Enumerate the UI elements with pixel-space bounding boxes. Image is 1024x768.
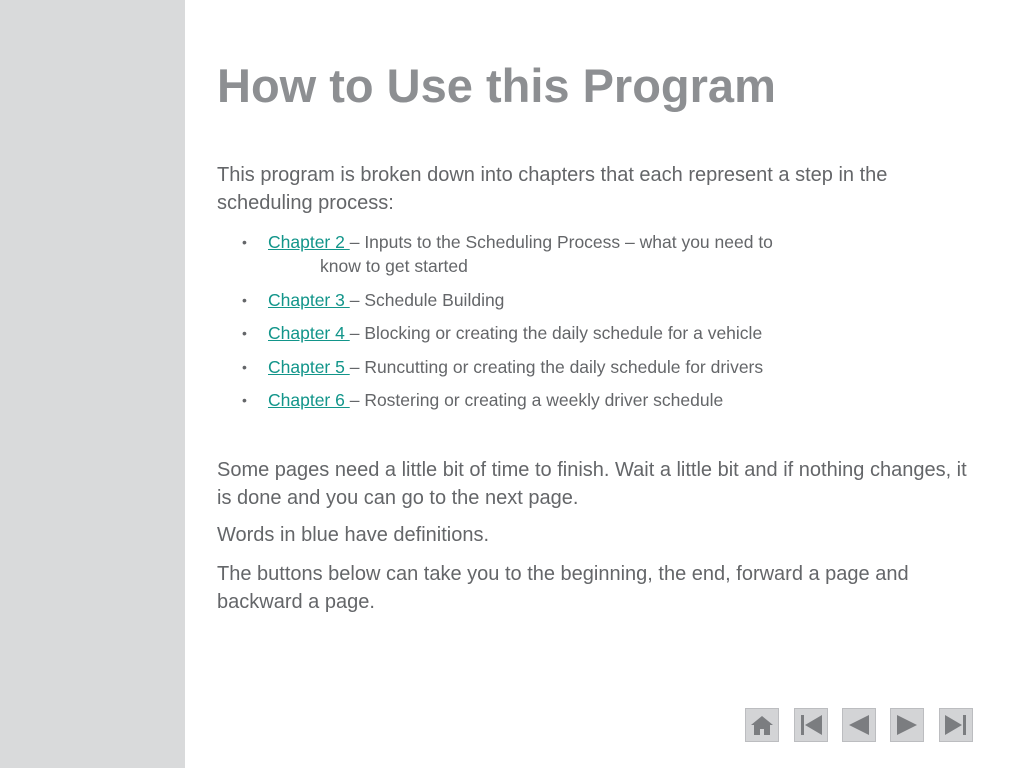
definitions-note: Words in blue have definitions.	[217, 524, 490, 546]
next-page-icon	[891, 709, 923, 741]
list-item-chapter-6	[240, 388, 860, 412]
previous-page-button[interactable]	[842, 708, 876, 742]
list-item-chapter-3	[240, 288, 860, 312]
bullet-icon: •	[242, 325, 247, 341]
list-item-chapter-4	[240, 321, 860, 345]
sidebar-panel	[0, 0, 185, 768]
next-page-button[interactable]	[890, 708, 924, 742]
first-page-button[interactable]	[794, 708, 828, 742]
page-title: How to Use this Program	[217, 59, 776, 112]
chapter-4-link[interactable]: Chapter 4	[268, 323, 350, 343]
previous-page-icon	[843, 709, 875, 741]
list-item-chapter-5	[240, 355, 860, 379]
list-item-chapter-2	[240, 230, 860, 278]
chapter-3-link[interactable]: Chapter 3	[268, 289, 350, 310]
last-page-button[interactable]	[939, 708, 973, 742]
home-button[interactable]	[745, 708, 779, 742]
chapter-4-description: – Blocking or creating the daily schedule for a vehicle	[349, 323, 763, 343]
loading-note: Some pages need a little bit of time to finish. Wait a little bit and if nothing changes, it is done and you can go to the next page.	[217, 459, 967, 509]
bullet-icon: •	[242, 234, 247, 250]
chapter-6-description: – Rostering or creating a weekly driver schedule	[349, 390, 724, 410]
bullet-icon: •	[242, 291, 247, 308]
first-page-icon	[795, 709, 827, 741]
chapter-5-description: – Runcutting or creating the daily schedule for drivers	[349, 356, 764, 377]
chapter-6-link[interactable]: Chapter 6	[268, 390, 350, 410]
chapter-3-description: – Schedule Building	[349, 289, 505, 310]
bullet-icon: •	[242, 358, 247, 375]
navigation-note: The buttons below can take you to the beginning, the end, forward a page and backward a page.	[217, 563, 909, 613]
chapter-list	[240, 230, 860, 422]
chapter-2-description-continued: know to get started	[320, 256, 468, 276]
chapter-5-link[interactable]: Chapter 5	[268, 356, 350, 377]
home-icon	[746, 709, 778, 741]
intro-text: This program is broken down into chapters that each represent a step in the scheduling process:	[217, 164, 888, 214]
chapter-2-description: – Inputs to the Scheduling Process – what you need to	[349, 232, 773, 252]
chapter-2-link[interactable]: Chapter 2	[268, 232, 350, 252]
last-page-icon	[940, 709, 972, 741]
bullet-icon: •	[242, 392, 247, 408]
